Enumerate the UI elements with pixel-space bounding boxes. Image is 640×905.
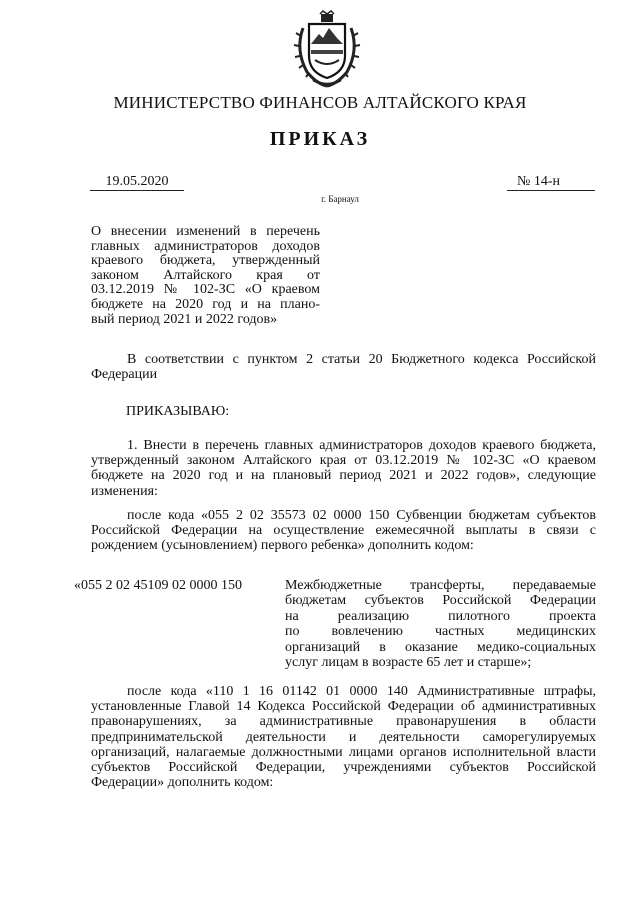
- code-description-line: Межбюджетные трансферты, передаваемые: [285, 578, 596, 593]
- after-code-paragraph-2: после кода «110 1 16 01142 01 0000 140 Административные штрафы, установленные Главой 14 Кодекса Российской Федерации об административных правонарушениях, за административные правонарушения в области предпринимательской деятельности и деятельности саморегулируемых организаций, налагаемые должностными лицами органов исполнительной власти субъектов Российской Федерации, учреждениями субъектов Российской Федерации» дополнить кодом:: [91, 684, 596, 791]
- code-description-line: на реализацию пилотного проекта: [285, 608, 596, 624]
- order-subject: [91, 225, 320, 327]
- order-keyword: ПРИКАЗЫВАЮ:: [126, 404, 230, 419]
- subject-line: О внесении изменений в перечень: [91, 224, 320, 239]
- code-description-line: услуг лицам в возрасте 65 лет и старше»;: [285, 655, 532, 671]
- after-code-paragraph-1: после кода «055 2 02 35573 02 0000 150 Субвенции бюджетам субъектов Российской Федерации на осуществление ежемесячной выплаты в связи с рождением (усыновлением) первого ребенка» дополнить кодом:: [91, 508, 596, 554]
- code-description-line: организаций в оказание медико-социальных: [285, 639, 596, 655]
- subject-line: вый период 2021 и 2022 годов»: [91, 311, 278, 327]
- subject-line: краевого бюджета, утвержденный: [91, 253, 320, 269]
- order-number: № 14-н: [507, 174, 595, 191]
- coat-of-arms-icon: [293, 10, 361, 88]
- ministry-name: МИНИСТЕРСТВО ФИНАНСОВ АЛТАЙСКОГО КРАЯ: [113, 93, 527, 112]
- new-budget-code: «055 2 02 45109 02 0000 150: [74, 578, 242, 593]
- code-description-line: бюджетам субъектов Российской Федерации: [285, 593, 596, 609]
- order-date: 19.05.2020: [90, 174, 184, 191]
- new-code-description: [285, 578, 596, 670]
- code-description-line: по вовлечению частных медицинских: [285, 624, 596, 640]
- document-title: ПРИКАЗ: [269, 128, 371, 150]
- item-1-paragraph: 1. Внести в перечень главных администраторов доходов краевого бюджета, утвержденный законом Алтайского края от 03.12.2019 № 102-ЗС «О краевом бюджете на 2020 год и на плановый период 2021 и 2022 годов», следующие изменения:: [91, 438, 596, 499]
- subject-line: законом Алтайского края от: [91, 267, 320, 283]
- subject-line: 03.12.2019 № 102-ЗС «О краевом: [91, 282, 320, 298]
- city-label: г. Барнаул: [321, 194, 359, 204]
- subject-line: бюджете на 2020 год и на плано-: [91, 296, 320, 312]
- preamble-paragraph: В соответствии с пунктом 2 статьи 20 Бюджетного кодекса Российской Федерации: [91, 352, 596, 383]
- subject-line: главных администраторов доходов: [91, 238, 320, 254]
